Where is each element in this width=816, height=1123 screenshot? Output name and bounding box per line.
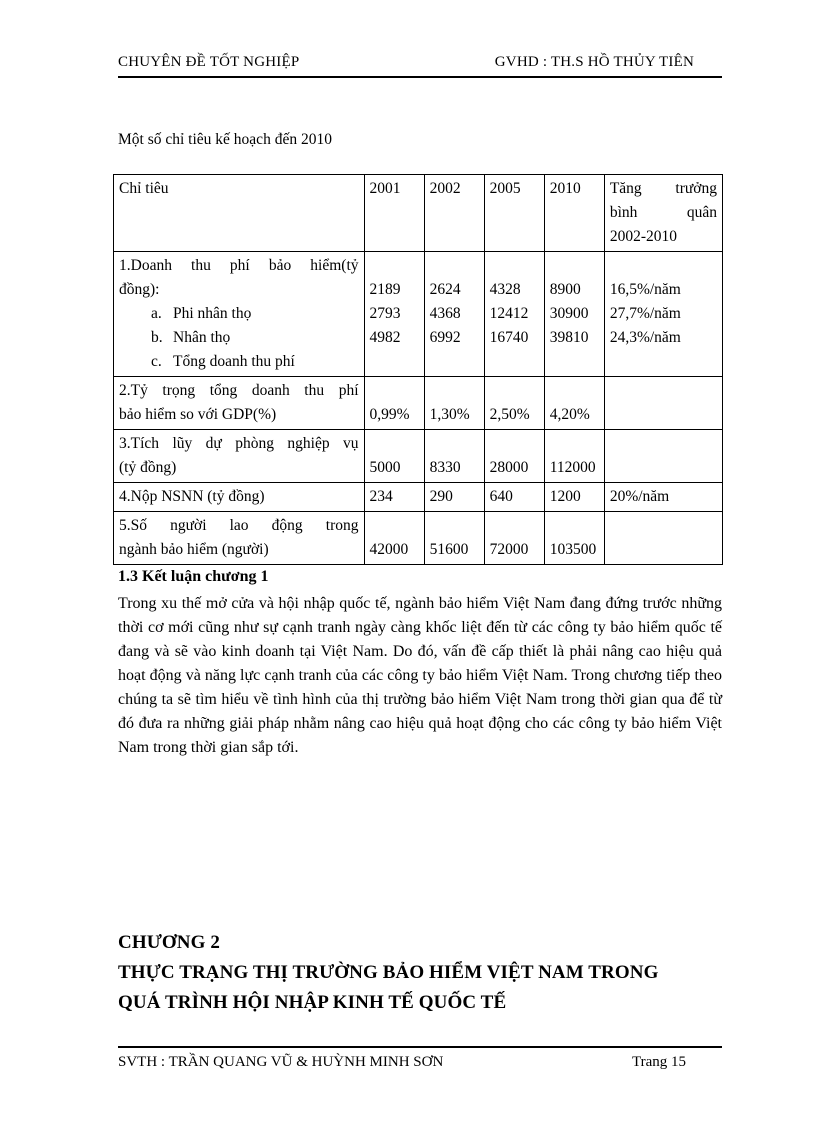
row2-2005: 2,50% bbox=[484, 377, 544, 430]
table-header-row bbox=[114, 175, 723, 252]
row3-2002: 8330 bbox=[424, 430, 484, 483]
header-2005: 2005 bbox=[484, 175, 544, 252]
row1-2005: 4328 12412 16740 bbox=[484, 252, 544, 377]
header-growth bbox=[604, 175, 722, 252]
row5-2001: 42000 bbox=[364, 512, 424, 565]
header-indicator: Chỉ tiêu bbox=[114, 175, 365, 252]
row1-2002: 2624 4368 6992 bbox=[424, 252, 484, 377]
row1-2010: 8900 30900 39810 bbox=[544, 252, 604, 377]
row3-2001: 5000 bbox=[364, 430, 424, 483]
row1-title-line2: đồng): bbox=[119, 281, 160, 298]
row3-indicator: 3.Tích lũy dự phòng nghiệp vụ (tỷ đồng) bbox=[114, 430, 365, 483]
header-course-title: CHUYÊN ĐỀ TỐT NGHIỆP bbox=[118, 54, 300, 70]
footer-authors: SVTH : TRẦN QUANG VŨ & HUỲNH MINH SƠN bbox=[118, 1054, 444, 1070]
table-row bbox=[114, 252, 723, 377]
row4-2001: 234 bbox=[364, 483, 424, 512]
header-advisor: GVHD : TH.S HỒ THỦY TIÊN bbox=[494, 54, 694, 70]
table-row bbox=[114, 377, 723, 430]
page-number: Trang 15 bbox=[631, 1054, 686, 1070]
section-title: 1.3 Kết luận chương 1 bbox=[118, 568, 269, 585]
table-row bbox=[114, 430, 723, 483]
row4-2010: 1200 bbox=[544, 483, 604, 512]
row4-2002: 290 bbox=[424, 483, 484, 512]
table-row bbox=[114, 512, 723, 565]
section-paragraph: Trong xu thế mở cửa và hội nhập quốc tế, ngành bảo hiểm Việt Nam đang đứng trước những thời cơ mới cũng như sự cạnh tranh ngày càng khốc liệt đến từ các công ty bảo hiểm quốc tế đang và sẽ vào kinh doanh tại Việt Nam. Do đó, vấn đề cấp thiết là phải nâng cao hiệu quả hoạt động và năng lực cạnh tranh của các công ty bảo hiểm Việt Nam. Trong chương tiếp theo chúng ta sẽ tìm hiểu về tình hình của thị trường bảo hiểm Việt Nam trong thời gian qua để từ đó đưa ra những giải pháp nhằm nâng cao hiệu quả hoạt động cho các công ty bảo hiểm Việt Nam trong thời gian sắp tới. bbox=[118, 595, 722, 756]
row5-growth bbox=[604, 512, 722, 565]
chapter-heading bbox=[118, 928, 658, 1018]
row1-item-a: a. Phi nhân thọ bbox=[151, 305, 252, 322]
table-row bbox=[114, 483, 723, 512]
row5-2010: 103500 bbox=[544, 512, 604, 565]
row3-2005: 28000 bbox=[484, 430, 544, 483]
row2-2002: 1,30% bbox=[424, 377, 484, 430]
page-header bbox=[118, 52, 722, 78]
row5-indicator: 5.Số người lao động trong ngành bảo hiểm (người) bbox=[114, 512, 365, 565]
row1-indicator bbox=[114, 252, 365, 377]
row2-growth bbox=[604, 377, 722, 430]
row5-2005: 72000 bbox=[484, 512, 544, 565]
row2-2010: 4,20% bbox=[544, 377, 604, 430]
header-2002: 2002 bbox=[424, 175, 484, 252]
page-footer bbox=[118, 1046, 722, 1070]
header-growth-line1: Tăng trưởng bbox=[609, 180, 717, 197]
row2-2001: 0,99% bbox=[364, 377, 424, 430]
header-growth-line2: bình quân bbox=[609, 204, 717, 221]
row3-growth bbox=[604, 430, 722, 483]
row1-item-c: c. Tổng doanh thu phí bbox=[151, 353, 295, 370]
chapter-title-line2: QUÁ TRÌNH HỘI NHẬP KINH TẾ QUỐC TẾ bbox=[118, 992, 507, 1013]
header-growth-line3: 2002-2010 bbox=[609, 228, 677, 245]
row1-title-line1: 1.Doanh thu phí bảo hiểm(tỷ bbox=[119, 257, 359, 274]
chapter-title-line1: THỰC TRẠNG THỊ TRƯỜNG BẢO HIỂM VIỆT NAM TRONG bbox=[118, 962, 659, 983]
plan-indicators-table bbox=[113, 174, 723, 565]
table-title: Một số chỉ tiêu kế hoạch đến 2010 bbox=[118, 131, 332, 148]
header-2010: 2010 bbox=[544, 175, 604, 252]
row3-2010: 112000 bbox=[544, 430, 604, 483]
chapter-number: CHƯƠNG 2 bbox=[118, 932, 220, 953]
row4-2005: 640 bbox=[484, 483, 544, 512]
row5-2002: 51600 bbox=[424, 512, 484, 565]
row2-indicator: 2.Tỷ trọng tổng doanh thu phí bảo hiểm so với GDP(%) bbox=[114, 377, 365, 430]
row1-growth: 16,5%/năm 27,7%/năm 24,3%/năm bbox=[604, 252, 722, 377]
row4-indicator: 4.Nộp NSNN (tỷ đồng) bbox=[114, 483, 365, 512]
row1-item-b: b. Nhân thọ bbox=[151, 329, 231, 346]
header-2001: 2001 bbox=[364, 175, 424, 252]
row1-2001: 2189 2793 4982 bbox=[364, 252, 424, 377]
row4-growth: 20%/năm bbox=[604, 483, 722, 512]
